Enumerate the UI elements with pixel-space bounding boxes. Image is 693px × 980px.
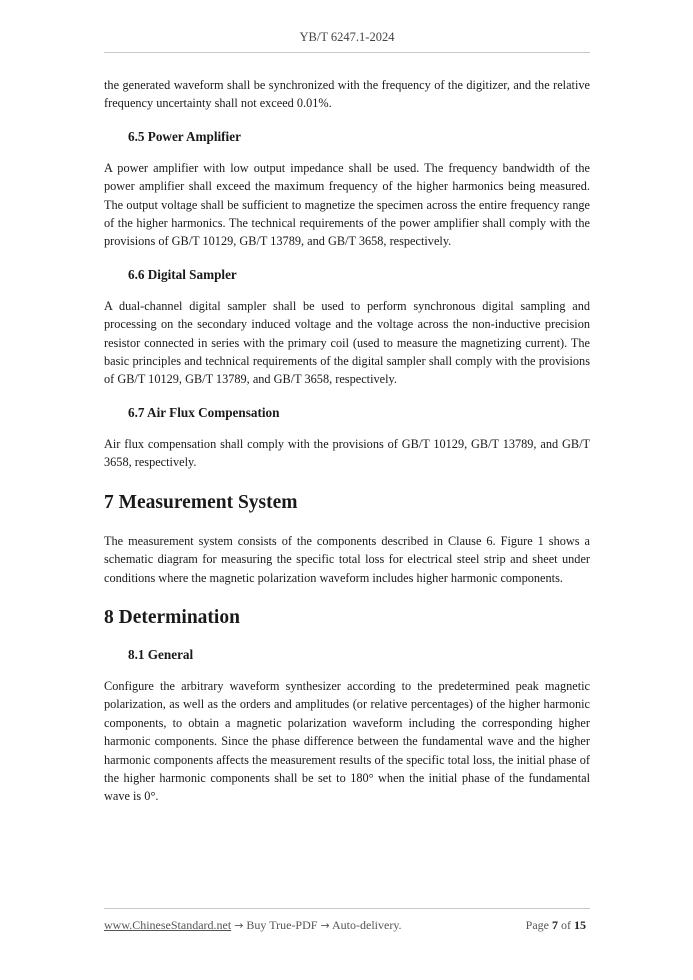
auto-delivery-text: Auto-delivery. [332, 918, 402, 932]
header-divider [104, 52, 590, 53]
of-label: of [561, 918, 571, 932]
page-number [526, 918, 586, 933]
page-total: 15 [574, 918, 586, 932]
heading-6-6: 6.6 Digital Sampler [128, 266, 237, 282]
paragraph-7: The measurement system consists of the components described in Clause 6. Figure 1 shows a schematic diagram for measuring the specific total loss for electrical steel strip and sheet under conditions where the magnetic polarization waveform includes higher harmonic components. [104, 533, 590, 585]
page-current: 7 [552, 918, 558, 932]
paragraph-8-1: Configure the arbitrary waveform synthesizer according to the predetermined peak magnetic polarization, as well as the orders and amplitudes (or relative percentages) of the higher harmonic components, to obtain a magnetic polarization waveform including the corresponding higher harmonic components. Since the phase difference between the fundamental wave and the higher harmonic components affects the measurement results of the specific total loss, the initial phase of the higher harmonic components shall be set to 180° when the initial phase of the fundamental wave is 0°. [104, 678, 590, 804]
buy-pdf-text: Buy True-PDF [246, 918, 318, 932]
page-content [104, 76, 590, 806]
arrow-right-icon: → [320, 919, 330, 932]
paragraph-6-5: A power amplifier with low output impedance shall be used. The frequency bandwidth of the power amplifier shall exceed the maximum frequency of the higher harmonics being measured. The output voltage shall be sufficient to magnetize the specimen across the entire frequency range of the higher harmonics. The technical requirements of the power amplifier shall comply with the provisions of GB/T 10129, GB/T 13789, and GB/T 3658, respectively. [104, 160, 590, 249]
heading-8: 8 Determination [104, 606, 240, 628]
page-header: YB/T 6247.1-2024 [299, 30, 395, 44]
heading-6-7: 6.7 Air Flux Compensation [128, 404, 280, 420]
heading-8-1: 8.1 General [128, 646, 194, 662]
intro-paragraph: the generated waveform shall be synchronized with the frequency of the digitizer, and the relative frequency uncertainty shall not exceed 0.01%. [104, 78, 590, 111]
heading-6-5: 6.5 Power Amplifier [128, 128, 241, 144]
footer-promo [104, 918, 402, 933]
page-label: Page [525, 918, 549, 932]
arrow-right-icon: → [234, 919, 244, 932]
site-link[interactable]: www.ChineseStandard.net [104, 918, 232, 932]
heading-7: 7 Measurement System [104, 491, 298, 513]
paragraph-6-6: A dual-channel digital sampler shall be used to perform synchronous digital sampling and processing on the secondary induced voltage and the voltage across the non-inductive precision resistor connected in series with the primary coil (used to measure the magnetizing current). The basic principles and technical requirements of the digital sampler shall comply with the provisions of GB/T 10129, GB/T 13789, and GB/T 3658, respectively. [104, 298, 590, 387]
footer-divider [104, 908, 590, 909]
paragraph-6-7: Air flux compensation shall comply with the provisions of GB/T 10129, GB/T 13789, and GB/T 3658, respectively. [104, 436, 590, 470]
